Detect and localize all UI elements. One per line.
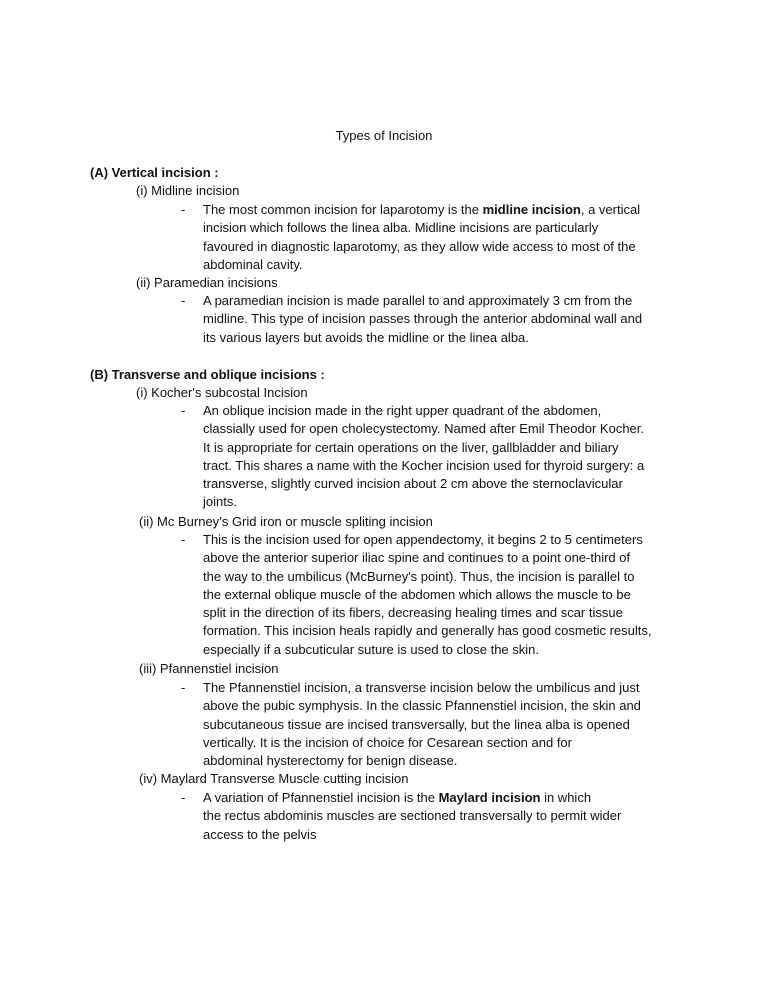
bullet-item-maylard (181, 789, 691, 844)
bullet-dash: - (181, 790, 186, 805)
text-line: joints. (203, 494, 237, 510)
text-line: This is the incision used for open appendectomy, it begins 2 to 5 centimeters (203, 532, 643, 547)
text-line: above the anterior superior iliac spine and continues to a point one-third of (203, 550, 631, 566)
text-line: A variation of Pfannenstiel incision is the Maylard incision in which (203, 790, 592, 805)
subsection-label-midline: (i) Midline incision (136, 183, 240, 198)
text-line: its various layers but avoids the midline or the linea alba. (203, 329, 529, 345)
bullet-item-kocher (181, 402, 691, 512)
text-line: formation. This incision heals rapidly and generally has good cosmetic results, (203, 623, 652, 639)
text-line: especially if a subcuticular suture is used to close the skin. (203, 641, 540, 657)
text-line: split in the direction of its fibers, decreasing healing times and scar tissue (203, 605, 623, 621)
section-heading-transverse: (B) Transverse and oblique incisions : (90, 367, 325, 382)
text-line: access to the pelvis (203, 826, 317, 842)
text-line: A paramedian incision is made parallel to and approximately 3 cm from the (203, 293, 633, 308)
text-line: incision which follows the linea alba. Midline incisions are particularly (203, 220, 599, 236)
text-line: the external oblique muscle of the abdomen which allows the muscle to be (203, 586, 631, 602)
text-line: The most common incision for laparotomy is the midline incision, a vertical (203, 202, 641, 217)
text-line: classially used for open cholecystectomy. Named after Emil Theodor Kocher. (203, 421, 645, 437)
bullet-dash: - (181, 680, 186, 695)
bullet-item-pfannenstiel (181, 679, 691, 770)
text-line: favoured in diagnostic laparotomy, as they allow wide access to most of the (203, 238, 636, 254)
subsection-label-paramedian: (ii) Paramedian incisions (136, 275, 278, 290)
subsection-label-kocher: (i) Kocher's subcostal Incision (136, 385, 308, 400)
text-line: subcutaneous tissue are incised transversally, but the linea alba is opened (203, 716, 630, 732)
text-line: tract. This shares a name with the Kocher incision used for thyroid surgery: a (203, 457, 645, 473)
subsection-label-mcburney: (ii) Mc Burney’s Grid iron or muscle spliting incision (139, 514, 433, 529)
text-line: the way to the umbilicus (McBurney's point). Thus, the incision is parallel to (203, 568, 635, 584)
bullet-item-mcburney (181, 531, 691, 659)
bullet-item-paramedian (181, 292, 691, 347)
subsection-label-maylard: (iv) Maylard Transverse Muscle cutting incision (139, 771, 409, 786)
text-line: abdominal hysterectomy for benign disease. (203, 753, 458, 769)
bullet-dash: - (181, 293, 186, 308)
bullet-item-midline (181, 201, 691, 274)
bullet-dash: - (181, 202, 186, 217)
text-line: midline. This type of incision passes through the anterior abdominal wall and (203, 311, 643, 327)
document-title: Types of Incision (335, 128, 433, 143)
text-line: An oblique incision made in the right upper quadrant of the abdomen, (203, 403, 602, 418)
subsection-label-pfannenstiel: (iii) Pfannenstiel incision (139, 661, 279, 676)
text-line: above the pubic symphysis. In the classic Pfannenstiel incision, the skin and (203, 698, 641, 714)
text-line: vertically. It is the incision of choice for Cesarean section and for (203, 734, 572, 750)
bullet-dash: - (181, 532, 186, 547)
text-line: abdominal cavity. (203, 256, 303, 272)
text-line: The Pfannenstiel incision, a transverse incision below the umbilicus and just (203, 680, 640, 695)
bullet-dash: - (181, 403, 186, 418)
text-line: It is appropriate for certain operations on the liver, gallbladder and biliary (203, 439, 619, 455)
text-line: the rectus abdominis muscles are sectioned transversally to permit wider (203, 808, 622, 824)
section-heading-vertical: (A) Vertical incision : (90, 165, 219, 180)
text-line: transverse, slightly curved incision about 2 cm above the sternoclavicular (203, 476, 623, 492)
